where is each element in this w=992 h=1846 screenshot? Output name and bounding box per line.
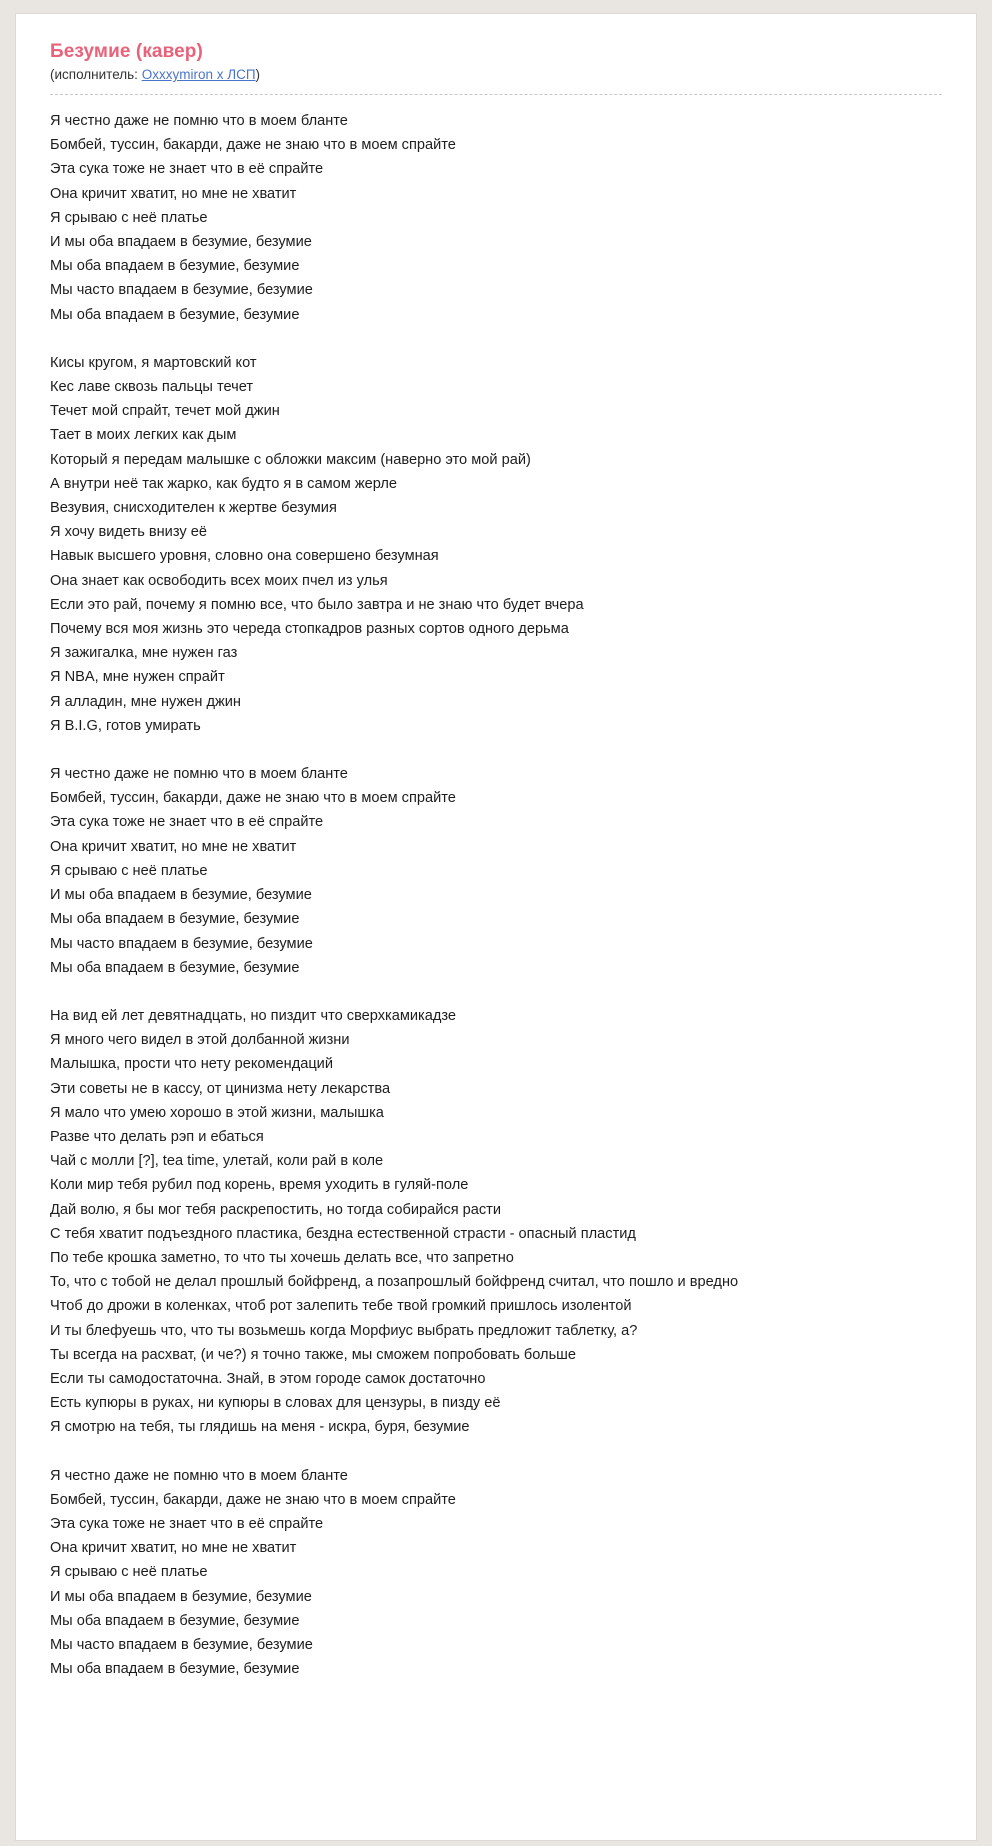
lyrics-line: И мы оба впадаем в безумие, безумие: [50, 887, 312, 904]
lyrics-line: И ты блефуешь что, что ты возьмешь когда Морфиус выбрать предложит таблетку, а?: [50, 1322, 638, 1339]
lyrics-line: На вид ей лет девятнадцать, но пиздит что сверхкамикадзе: [50, 1007, 457, 1024]
lyrics-stanza: [50, 762, 942, 980]
lyrics-line: Она кричит хватит, но мне не хватит: [50, 1540, 297, 1557]
lyrics-line: Я зажигалка, мне нужен газ: [50, 645, 238, 662]
performer-label: (исполнитель:: [50, 67, 138, 82]
lyrics-line: Мы оба впадаем в безумие, безумие: [50, 911, 300, 928]
lyrics-line: Я смотрю на тебя, ты глядишь на меня - искра, буря, безумие: [50, 1419, 470, 1436]
lyrics-line: Я алладин, мне нужен джин: [50, 693, 241, 710]
lyrics-line: Эта сука тоже не знает что в её спрайте: [50, 814, 324, 831]
lyrics-line: Я честно даже не помню что в моем бланте: [50, 766, 348, 783]
lyrics-line: Я мало что умею хорошо в этой жизни, малышка: [50, 1104, 384, 1121]
lyrics-stanza: [50, 1004, 942, 1440]
lyrics-line: А внутри неё так жарко, как будто я в самом жерле: [50, 475, 397, 492]
lyrics-line: Если это рай, почему я помню все, что было завтра и не знаю что будет вчера: [50, 596, 584, 613]
lyrics-line: И мы оба впадаем в безумие, безумие: [50, 234, 312, 251]
lyrics-line: Мы оба впадаем в безумие, безумие: [50, 1612, 300, 1629]
lyrics-line: Бомбей, туссин, бакарди, даже не знаю что в моем спрайте: [50, 137, 456, 154]
performer-line: [50, 66, 942, 95]
lyrics-line: Она кричит хватит, но мне не хватит: [50, 838, 297, 855]
performer-link[interactable]: Oxxxymiron x ЛСП: [141, 67, 256, 82]
lyrics-sheet: [16, 14, 976, 1840]
lyrics-line: Навык высшего уровня, словно она совершено безумная: [50, 548, 439, 565]
lyrics-line: Кес лаве сквозь пальцы течет: [50, 379, 254, 396]
lyrics-line: Мы часто впадаем в безумие, безумие: [50, 935, 313, 952]
lyrics-line: Если ты самодостаточна. Знай, в этом городе самок достаточно: [50, 1370, 486, 1387]
lyrics-line: Мы часто впадаем в безумие, безумие: [50, 1636, 313, 1653]
lyrics-line: Малышка, прости что нету рекомендаций: [50, 1056, 333, 1073]
lyrics-stanza: [50, 1464, 942, 1682]
lyrics-line: Дай волю, я бы мог тебя раскрепостить, но тогда собирайся расти: [50, 1201, 502, 1218]
lyrics-line: Течет мой спрайт, течет мой джин: [50, 403, 280, 420]
lyrics-line: Мы часто впадаем в безумие, безумие: [50, 282, 313, 299]
sheet-bottom-spacer: [50, 1681, 942, 1699]
lyrics-line: Я B.I.G, готов умирать: [50, 717, 201, 734]
lyrics-line: Эта сука тоже не знает что в её спрайте: [50, 1515, 324, 1532]
lyrics-line: Кисы кругом, я мартовский кот: [50, 354, 257, 371]
lyrics-line: Почему вся моя жизнь это череда стопкадров разных сортов одного дерьма: [50, 621, 569, 638]
lyrics-line: Чай с молли [?], tea time, улетай, коли рай в коле: [50, 1153, 384, 1170]
lyrics-line: Мы оба впадаем в безумие, безумие: [50, 1661, 300, 1678]
lyrics-line: Она кричит хватит, но мне не хватит: [50, 185, 297, 202]
lyrics-line: И мы оба впадаем в безумие, безумие: [50, 1588, 312, 1605]
lyrics-line: То, что с тобой не делал прошлый бойфренд, а позапрошлый бойфренд считал, что пошло и вредно: [50, 1274, 739, 1291]
lyrics-line: Везувия, снисходителен к жертве безумия: [50, 500, 337, 517]
lyrics-line: Мы оба впадаем в безумие, безумие: [50, 959, 300, 976]
lyrics-line: Я срываю с неё платье: [50, 209, 208, 226]
lyrics-line: Я честно даже не помню что в моем бланте: [50, 1467, 348, 1484]
lyrics-line: Бомбей, туссин, бакарди, даже не знаю что в моем спрайте: [50, 1491, 456, 1508]
lyrics-line: Есть купюры в руках, ни купюры в словах для цензуры, в пизду её: [50, 1395, 501, 1412]
lyrics-line: Я хочу видеть внизу её: [50, 524, 207, 541]
lyrics-line: Я честно даже не помню что в моем бланте: [50, 113, 348, 129]
lyrics-line: Бомбей, туссин, бакарди, даже не знаю что в моем спрайте: [50, 790, 456, 807]
lyrics-stanza: [50, 109, 942, 327]
lyrics-line: Она знает как освободить всех моих пчел из улья: [50, 572, 388, 589]
lyrics-line: Я много чего видел в этой долбанной жизни: [50, 1032, 350, 1049]
lyrics-line: Мы оба впадаем в безумие, безумие: [50, 258, 300, 275]
lyrics-line: С тебя хватит подъездного пластика, бездна естественной страсти - опасный пластид: [50, 1225, 636, 1242]
lyrics-line: Чтоб до дрожи в коленках, чтоб рот залепить тебе твой громкий пришлось изолентой: [50, 1298, 632, 1315]
lyrics-line: Ты всегда на расхват, (и че?) я точно также, мы сможем попробовать больше: [50, 1346, 576, 1363]
performer-paren-close: ): [255, 67, 261, 82]
lyrics-line: Я срываю с неё платье: [50, 1564, 208, 1581]
lyrics-line: Я срываю с неё платье: [50, 862, 208, 879]
lyrics-line: Я NBA, мне нужен спрайт: [50, 669, 225, 686]
lyrics-line: Мы оба впадаем в безумие, безумие: [50, 306, 300, 323]
lyrics-line: Эти советы не в кассу, от цинизма нету лекарства: [50, 1080, 391, 1097]
page-title: Безумие (кавер): [50, 41, 203, 62]
lyrics-line: Коли мир тебя рубил под корень, время уходить в гуляй-поле: [50, 1177, 469, 1194]
lyrics-line: Который я передам малышке с обложки максим (наверно это мой рай): [50, 451, 531, 468]
lyrics-line: Тает в моих легких как дым: [50, 427, 237, 444]
lyrics-stanza: [50, 351, 942, 738]
lyrics-line: По тебе крошка заметно, то что ты хочешь делать все, что запретно: [50, 1249, 514, 1266]
lyrics-line: Эта сука тоже не знает что в её спрайте: [50, 161, 324, 178]
lyrics-line: Разве что делать рэп и ебаться: [50, 1128, 264, 1145]
lyrics-body: [50, 109, 942, 1681]
